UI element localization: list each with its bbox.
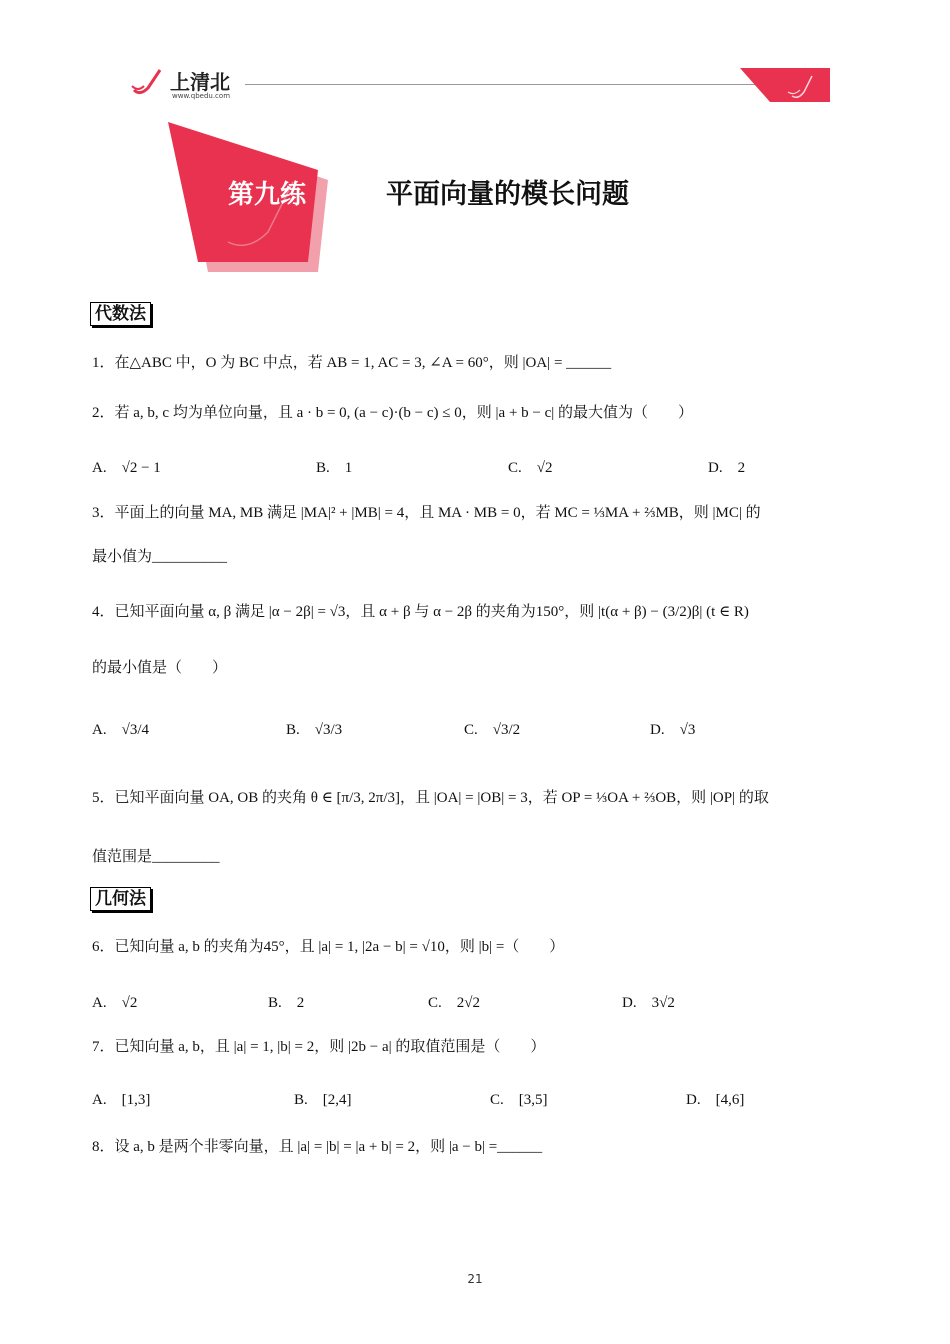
q6-option-c: C. 2√2 xyxy=(428,995,480,1011)
q2-option-b: B. 1 xyxy=(316,460,353,476)
logo-text: 上清北 xyxy=(170,70,230,94)
q7-option-c: C. [3,5] xyxy=(490,1092,548,1108)
question-5: 5．已知平面向量 OA, OB 的夹角 θ ∈ [π/3, 2π/3]，且 |OA| = |OB| = 3，若 OP = ⅓OA + ⅔OB，则 |OP| 的取 xyxy=(92,790,769,806)
page-title: 平面向量的模长问题 xyxy=(386,179,629,210)
q2-option-a: A. √2 − 1 xyxy=(92,460,161,476)
question-5-cont: 值范围是_________ xyxy=(92,849,220,865)
q6-option-a: A. √2 xyxy=(92,995,138,1011)
question-1: 1．在△ABC 中，O 为 BC 中点，若 AB = 1, AC = 3, ∠A = 60°，则 |OA| = ______ xyxy=(92,355,612,371)
question-2: 2．若 a, b, c 均为单位向量，且 a · b = 0, (a − c)·(b − c) ≤ 0，则 |a + b − c| 的最大值为（ ） xyxy=(92,405,694,421)
q6-option-d: D. 3√2 xyxy=(622,995,675,1011)
q7-option-d: D. [4,6] xyxy=(686,1092,745,1108)
section-heading-algebra: 代数法 xyxy=(90,302,151,326)
question-4: 4．已知平面向量 α, β 满足 |α − 2β| = √3，且 α + β 与 α − 2β 的夹角为150°，则 |t(α + β) − (3/2)β| (t ∈ R) xyxy=(92,604,749,620)
q6-option-b: B. 2 xyxy=(268,995,305,1011)
header-corner-ribbon xyxy=(740,68,830,102)
logo-subtext: www.qbedu.com xyxy=(172,92,231,100)
q2-option-d: D. 2 xyxy=(708,460,746,476)
q2-option-c: C. √2 xyxy=(508,460,553,476)
question-4-cont: 的最小值是（ ） xyxy=(92,660,228,676)
question-3-cont: 最小值为__________ xyxy=(92,549,228,565)
header xyxy=(0,0,950,110)
question-6: 6．已知向量 a, b 的夹角为45°，且 |a| = 1, |2a − b| = √10，则 |b| =（ ） xyxy=(92,939,565,955)
q7-option-b: B. [2,4] xyxy=(294,1092,352,1108)
page-number: 21 xyxy=(467,1272,483,1286)
q7-option-a: A. [1,3] xyxy=(92,1092,151,1108)
q4-option-d: D. √3 xyxy=(650,722,696,738)
q4-option-a: A. √3/4 xyxy=(92,722,149,738)
logo-icon xyxy=(130,66,170,98)
lesson-label: 第九练 xyxy=(228,180,307,210)
question-3: 3．平面上的向量 MA, MB 满足 |MA|² + |MB| = 4，且 MA · MB = 0，若 MC = ⅓MA + ⅔MB，则 |MC| 的 xyxy=(92,505,761,521)
question-7: 7．已知向量 a, b，且 |a| = 1, |b| = 2，则 |2b − a| 的取值范围是（ ） xyxy=(92,1039,546,1055)
question-8: 8．设 a, b 是两个非零向量，且 |a| = |b| = |a + b| = 2，则 |a − b| =______ xyxy=(92,1139,543,1155)
q4-option-b: B. √3/3 xyxy=(286,722,343,738)
header-rule xyxy=(245,84,765,85)
section-heading-geometry: 几何法 xyxy=(90,887,151,911)
q4-option-c: C. √3/2 xyxy=(464,722,521,738)
